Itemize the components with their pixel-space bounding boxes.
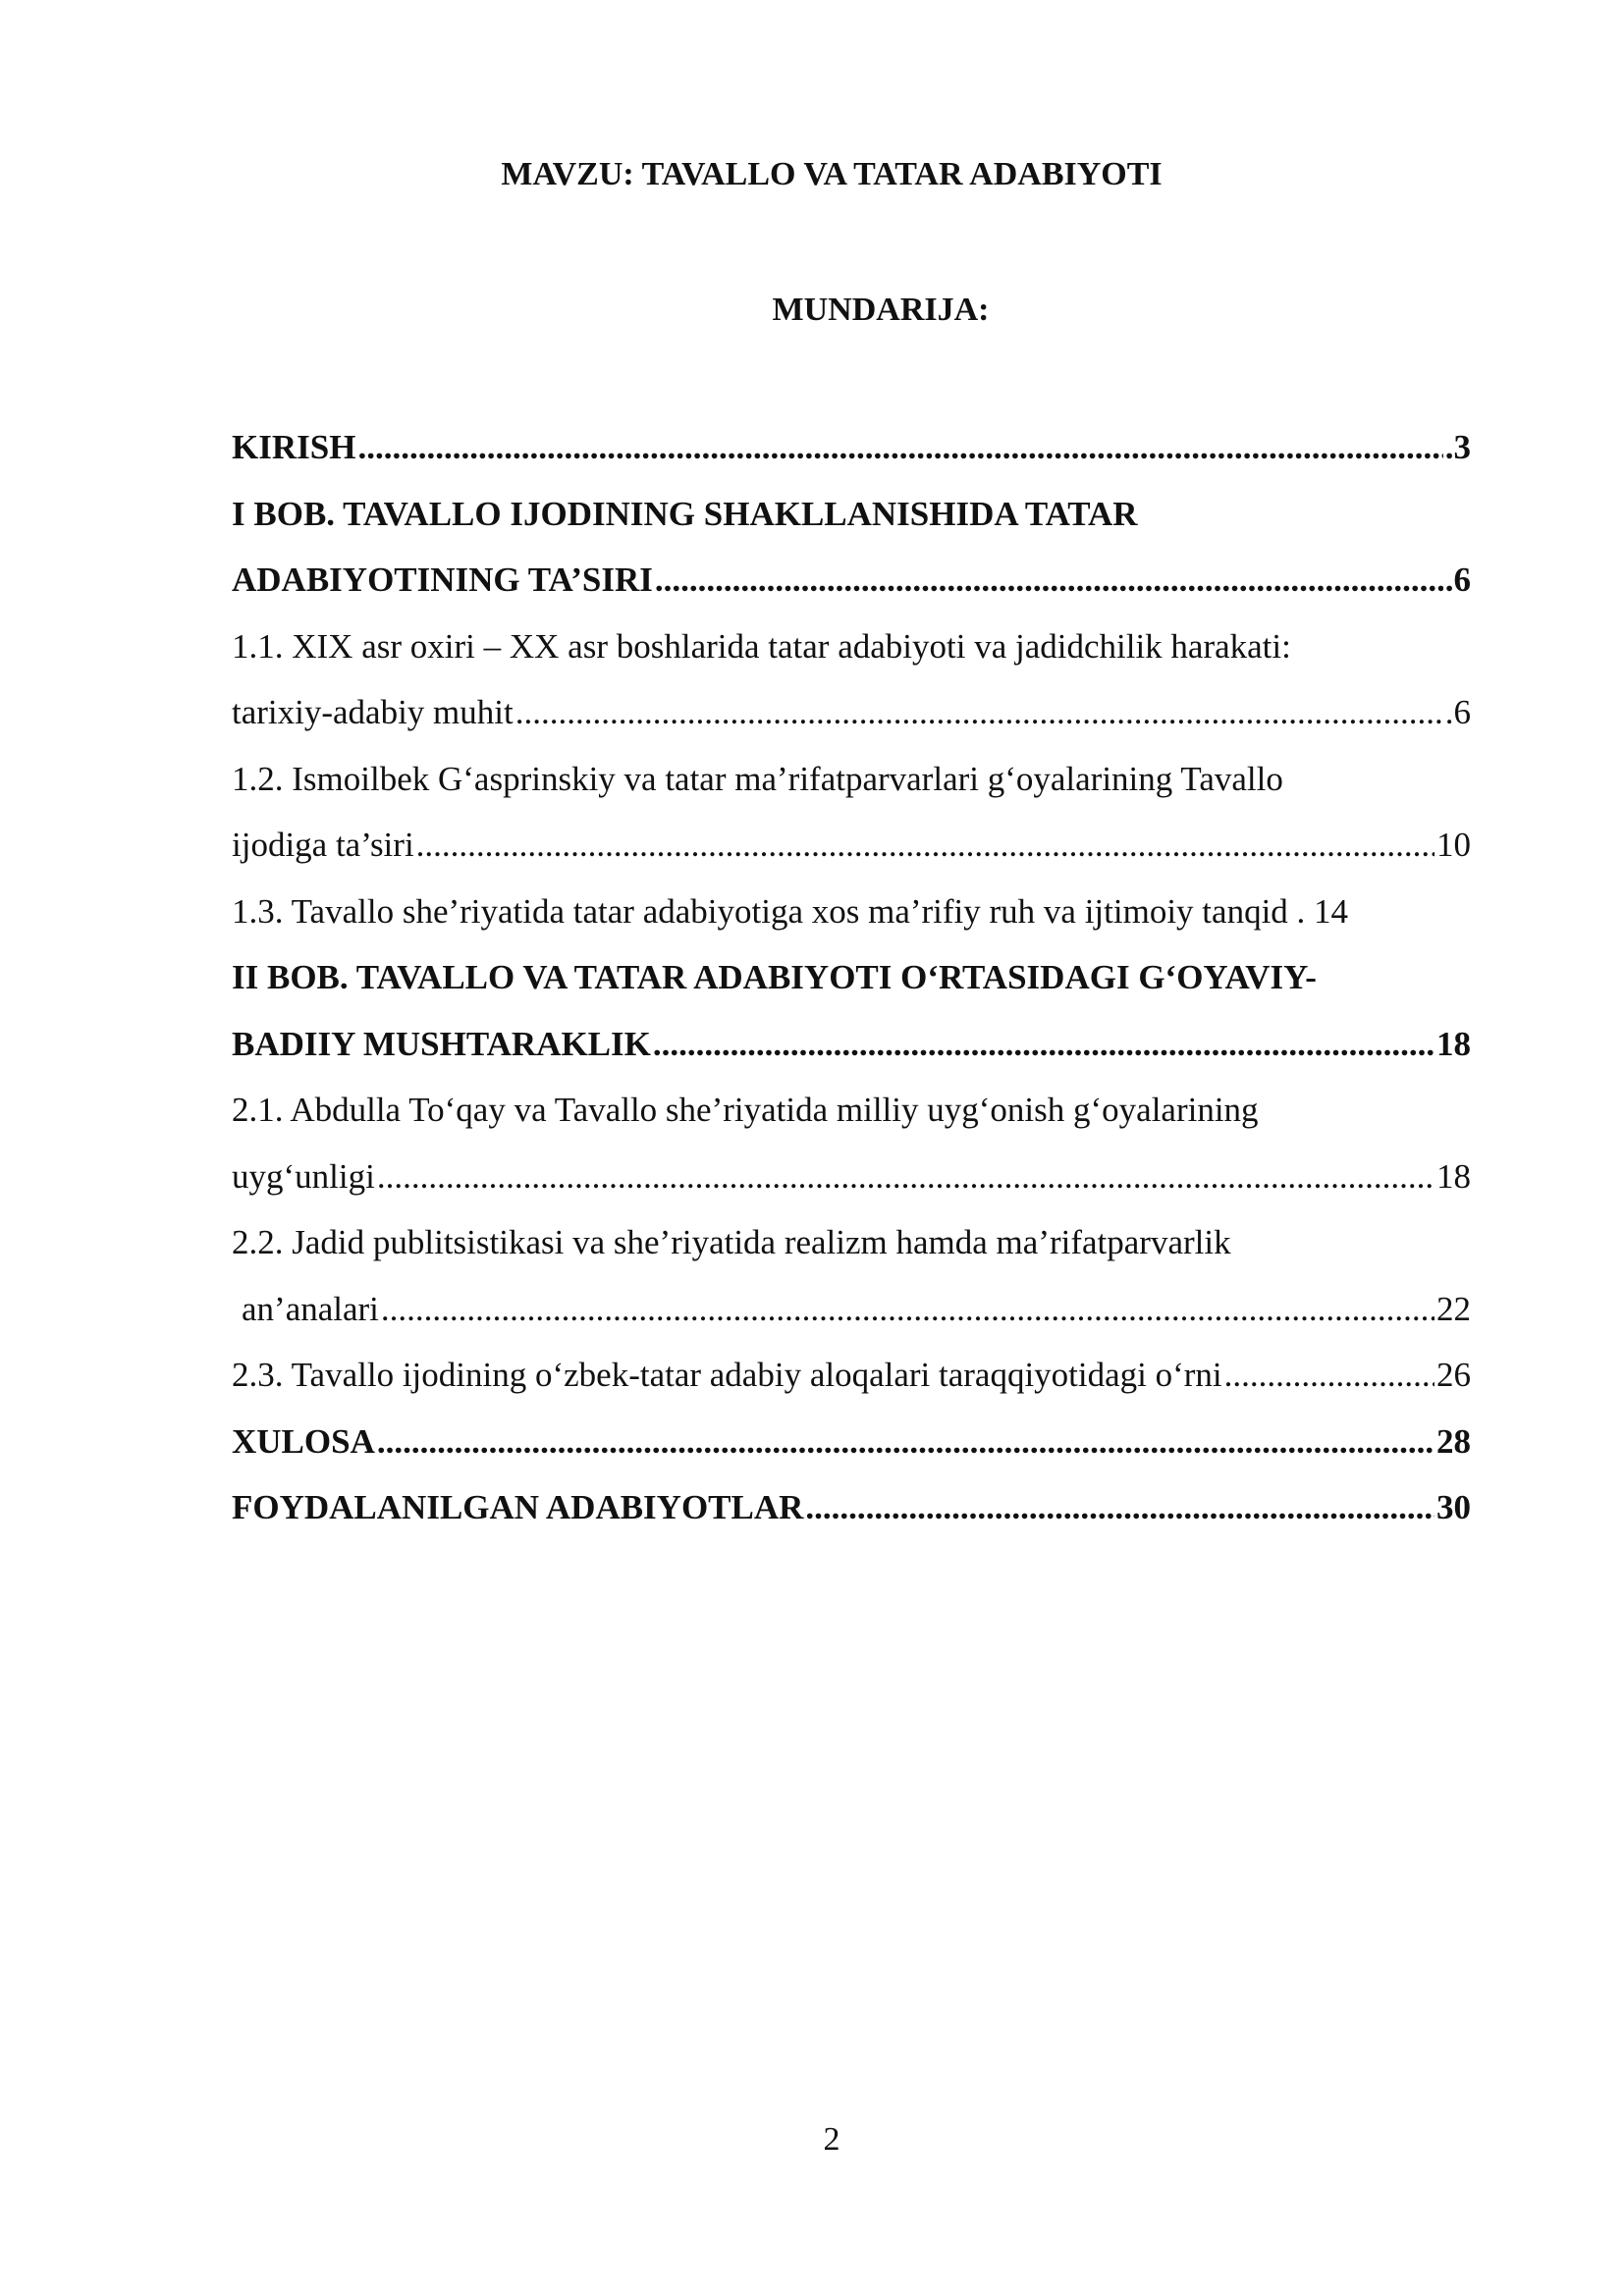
toc-entry-text: ADABIYOTINING TA’SIRI — [232, 561, 653, 599]
toc-page-number: 30 — [1436, 1488, 1471, 1526]
toc-page-number: 10 — [1436, 826, 1471, 864]
toc-entry-text: XULOSA — [232, 1421, 375, 1461]
toc-dot-leader — [381, 1276, 1435, 1343]
toc-dot-leader — [416, 812, 1435, 879]
toc-entry-text: an’analari — [242, 1289, 379, 1328]
toc-entry-text: 1.1. XIX asr oxiri – XX asr boshlarida tatar adabiyoti va jadidchilik harakati: — [232, 626, 1291, 666]
toc-dot-leader — [377, 1409, 1435, 1475]
toc-page-number: 28 — [1436, 1421, 1471, 1461]
toc-entry-text: I BOB. TAVALLO IJODINING SHAKLLANISHIDA TATAR — [232, 494, 1138, 533]
toc-entry-section-2-1-cont[interactable] — [232, 1144, 1471, 1210]
toc-dot-leader — [357, 414, 1442, 481]
toc-entry-chapter-1[interactable] — [232, 481, 1471, 548]
toc-entry-text: KIRISH — [232, 428, 356, 466]
toc-entry-chapter-2-cont[interactable] — [232, 1011, 1471, 1078]
toc-entry-section-2-1[interactable] — [232, 1077, 1471, 1144]
table-of-contents — [232, 414, 1471, 1541]
toc-page-number: 18 — [1436, 1156, 1471, 1196]
toc-entry-references[interactable] — [232, 1474, 1471, 1541]
toc-entry-section-1-1[interactable] — [232, 614, 1471, 680]
toc-page-number: 26 — [1436, 1356, 1471, 1394]
page-number: 2 — [823, 2121, 840, 2158]
toc-entry-section-1-2-cont[interactable] — [232, 812, 1471, 879]
toc-heading: MUNDARIJA: — [772, 292, 990, 328]
toc-entry-section-1-3[interactable] — [232, 879, 1471, 945]
toc-dot-leader — [653, 1011, 1435, 1078]
toc-entry-text: BADIIY MUSHTARAKLIK — [232, 1024, 651, 1063]
toc-dot-leader — [1224, 1342, 1435, 1409]
toc-entry-section-2-2[interactable] — [232, 1209, 1471, 1276]
toc-entry-text: uyg‘unligi — [232, 1156, 375, 1196]
toc-entry-xulosa[interactable] — [232, 1409, 1471, 1475]
toc-entry-text: 1.2. Ismoilbek G‘asprinskiy va tatar ma’rifatparvarlari g‘oyalarining Tavallo — [232, 759, 1283, 798]
toc-entry-text: tarixiy-adabiy muhit — [232, 693, 514, 731]
toc-entry-text: ijodiga ta’siri — [232, 826, 414, 864]
toc-entry-section-2-2-cont[interactable] — [232, 1276, 1471, 1343]
toc-dot-leader — [377, 1144, 1435, 1210]
toc-entry-section-1-1-cont[interactable] — [232, 679, 1471, 746]
toc-page-number: .6 — [1444, 561, 1471, 599]
toc-entry-text: 2.3. Tavallo ijodining o‘zbek-tatar adabiy aloqalari taraqqiyotidagi o‘rni — [232, 1356, 1222, 1394]
toc-entry-text: II BOB. TAVALLO VA TATAR ADABIYOTI O‘RTASIDAGI G‘OYAVIY- — [232, 958, 1317, 996]
page-title: MAVZU: TAVALLO VA TATAR ADABIYOTI — [501, 156, 1163, 192]
toc-dot-leader — [515, 679, 1443, 746]
toc-dot-leader — [805, 1474, 1435, 1541]
toc-entry-text: 1.3. Tavallo she’riyatida tatar adabiyotiga xos ma’rifiy ruh va ijtimoiy tanqid . 14 — [232, 891, 1349, 931]
toc-page-number: .3 — [1444, 428, 1471, 466]
toc-dot-leader — [655, 547, 1443, 614]
toc-entry-kirish[interactable] — [232, 414, 1471, 481]
toc-entry-section-1-2[interactable] — [232, 746, 1471, 813]
toc-page-number: 22 — [1436, 1289, 1471, 1328]
toc-entry-text: 2.2. Jadid publitsistikasi va she’riyatida realizm hamda ma’rifatparvarlik — [232, 1223, 1231, 1261]
toc-entry-text: 2.1. Abdulla To‘qay va Tavallo she’riyatida milliy uyg‘onish g‘oyalarining — [232, 1091, 1259, 1129]
toc-page-number: 18 — [1436, 1024, 1471, 1063]
toc-page-number: .6 — [1444, 693, 1471, 731]
toc-entry-section-2-3[interactable] — [232, 1342, 1471, 1409]
toc-entry-text: FOYDALANILGAN ADABIYOTLAR — [232, 1488, 804, 1526]
toc-entry-chapter-2[interactable] — [232, 944, 1471, 1011]
toc-entry-chapter-1-cont[interactable] — [232, 547, 1471, 614]
